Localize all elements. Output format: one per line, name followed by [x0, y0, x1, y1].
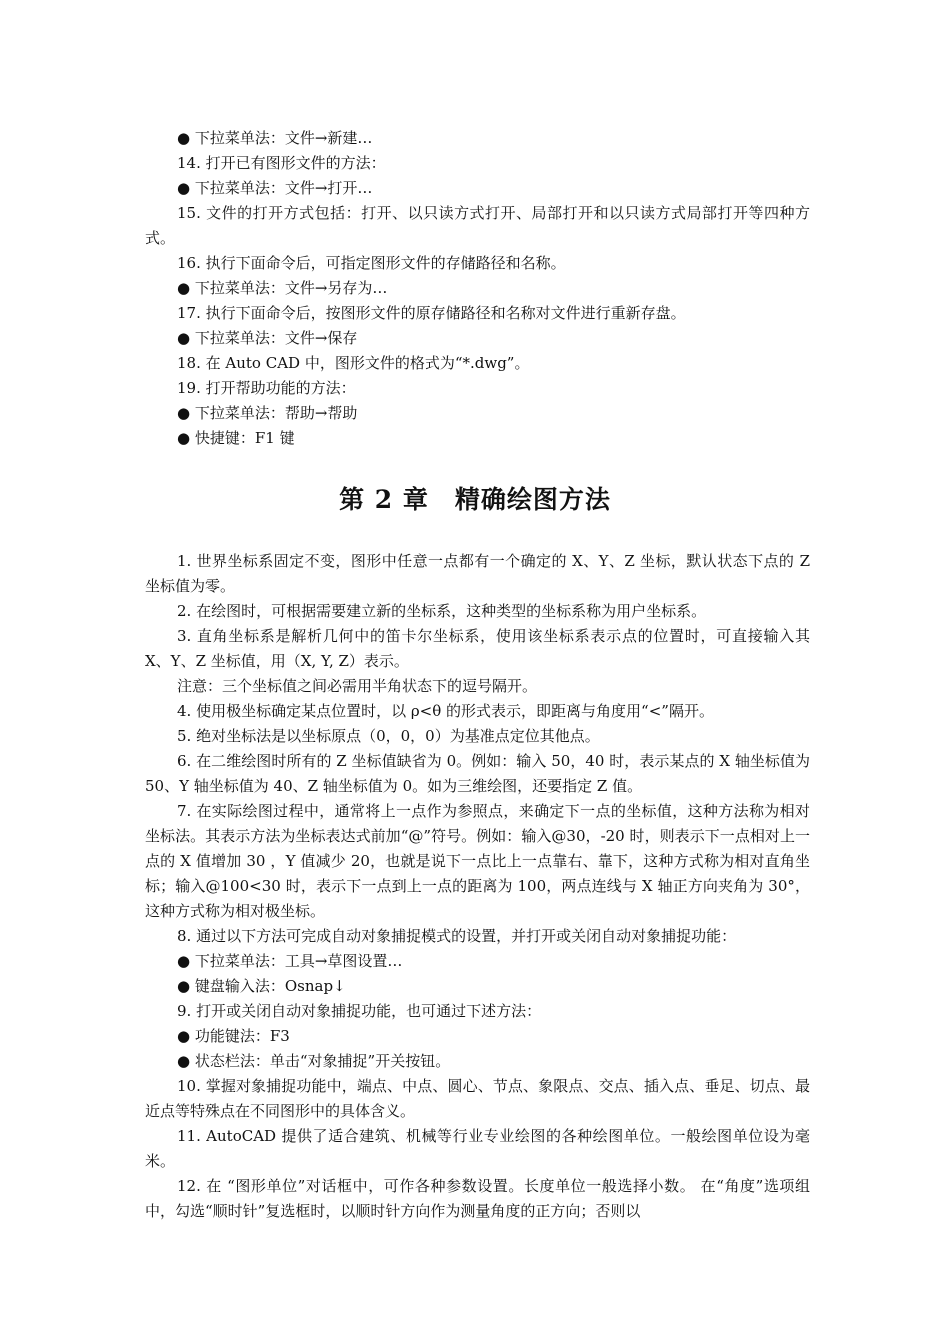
- bullet-osnap-keyboard: ● 键盘输入法：Osnap↓: [177, 977, 346, 995]
- section-file-operations: [145, 126, 810, 451]
- item-8: 8. 通过以下方法可完成自动对象捕捉模式的设置，并打开或关闭自动对象捕捉功能：: [177, 927, 737, 945]
- item-7: 7. 在实际绘图过程中，通常将上一点作为参照点，来确定下一点的坐标值，这种方法称为相对坐标法。其表示方法为坐标表达式前加“@”符号。例如：输入@30，-20 时，则表示下一点相对上一点的 X 值增加 30 ，Y 值减少 20，也就是说下一点比上一点靠右、靠下，这种方式称为相对直角坐标；输入@100<30 时，表示下一点到上一点的距离为 100，两点连线与 X 轴正方向夹角为 30°，这种方式称为相对极坐标。: [145, 802, 810, 920]
- item-12: 12. 在 “图形单位”对话框中，可作各种参数设置。长度单位一般选择小数。 在“角度”选项组中，勾选“顺时针”复选框时，以顺时针方向作为测量角度的正方向；否则以: [145, 1177, 810, 1220]
- item-4: 4. 使用极坐标确定某点位置时，以 ρ<θ 的形式表示，即距离与角度用“<”隔开。: [177, 702, 714, 720]
- item-3: 3. 直角坐标系是解析几何中的笛卡尔坐标系，使用该坐标系表示点的位置时，可直接输入其 X、Y、Z 坐标值，用（X, Y, Z）表示。: [145, 627, 810, 670]
- item-15: 15. 文件的打开方式包括：打开、以只读方式打开、局部打开和以只读方式局部打开等四种方式。: [145, 204, 810, 247]
- item-19: 19. 打开帮助功能的方法：: [177, 379, 356, 397]
- note: 注意：三个坐标值之间必需用半角状态下的逗号隔开。: [177, 677, 538, 695]
- item-17: 17. 执行下面命令后，按图形文件的原存储路径和名称对文件进行重新存盘。: [177, 304, 686, 322]
- item-9: 9. 打开或关闭自动对象捕捉功能，也可通过下述方法：: [177, 1002, 542, 1020]
- item-6: 6. 在二维绘图时所有的 Z 坐标值缺省为 0。例如：输入 50，40 时，表示某点的 X 轴坐标值为 50、Y 轴坐标值为 40、Z 轴坐标值为 0。如为三维绘图，还要指定 Z 值。: [145, 752, 810, 795]
- item-18: 18. 在 Auto CAD 中，图形文件的格式为“*.dwg”。: [177, 354, 530, 372]
- bullet-help-menu: ● 下拉菜单法：帮助→帮助: [177, 404, 358, 422]
- item-14: 14. 打开已有图形文件的方法：: [177, 154, 386, 172]
- bullet-drafting-settings: ● 下拉菜单法：工具→草图设置…: [177, 952, 403, 970]
- bullet-save-as: ● 下拉菜单法：文件→另存为…: [177, 279, 388, 297]
- bullet-save: ● 下拉菜单法：文件→保存: [177, 329, 358, 347]
- item-2: 2. 在绘图时，可根据需要建立新的坐标系，这种类型的坐标系称为用户坐标系。: [177, 602, 707, 620]
- chapter-title: 第 2 章 精确绘图方法: [339, 485, 611, 514]
- item-1: 1. 世界坐标系固定不变，图形中任意一点都有一个确定的 X、Y、Z 坐标，默认状态下点的 Z 坐标值为零。: [145, 552, 810, 595]
- bullet-status-bar: ● 状态栏法：单击“对象捕捉”开关按钮。: [177, 1052, 451, 1070]
- item-11: 11. AutoCAD 提供了适合建筑、机械等行业专业绘图的各种绘图单位。一般绘图单位设为毫米。: [145, 1127, 810, 1170]
- bullet-new-file: ● 下拉菜单法：文件→新建…: [177, 129, 373, 147]
- item-10: 10. 掌握对象捕捉功能中，端点、中点、圆心、节点、象限点、交点、插入点、垂足、切点、最近点等特殊点在不同图形中的具体含义。: [145, 1077, 810, 1120]
- bullet-f3-key: ● 功能键法：F3: [177, 1027, 290, 1045]
- item-16: 16. 执行下面命令后，可指定图形文件的存储路径和名称。: [177, 254, 566, 272]
- bullet-help-shortcut: ● 快捷键：F1 键: [177, 429, 295, 447]
- section-precise-drawing: [145, 549, 810, 1224]
- bullet-open-file: ● 下拉菜单法：文件→打开…: [177, 179, 373, 197]
- item-5: 5. 绝对坐标法是以坐标原点（0，0，0）为基准点定位其他点。: [177, 727, 600, 745]
